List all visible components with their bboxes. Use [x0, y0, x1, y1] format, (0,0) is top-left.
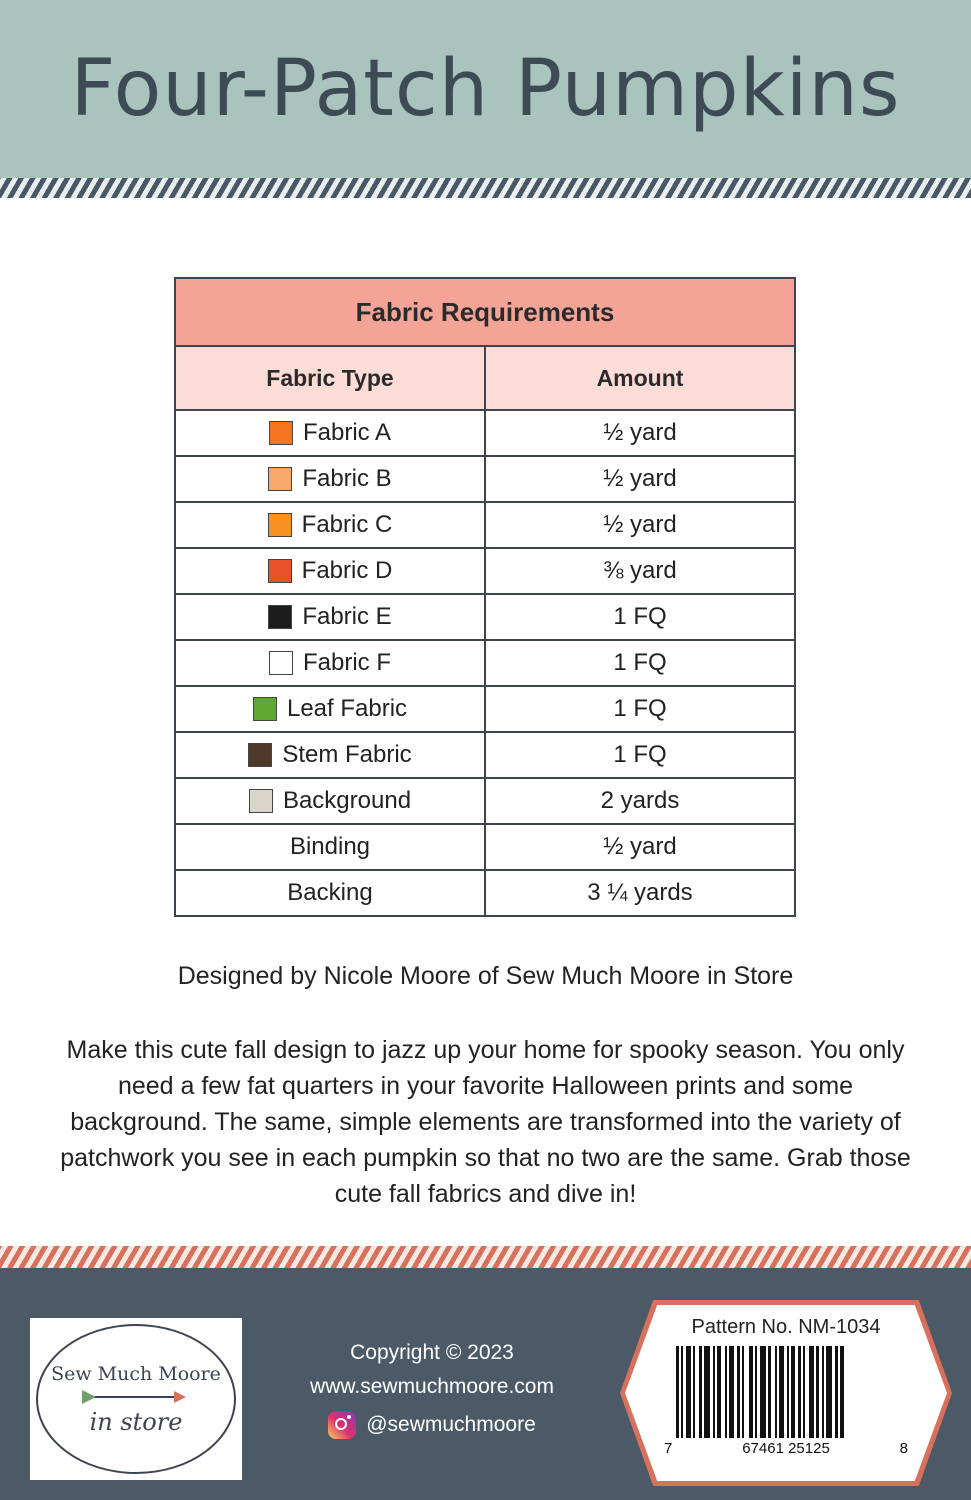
amount-label: 1 FQ [613, 649, 667, 676]
table-row [175, 686, 795, 732]
table-row [175, 456, 795, 502]
table-row [175, 732, 795, 778]
fabric-swatch-icon [268, 467, 292, 491]
fabric-type-cell [175, 778, 485, 824]
table-row [175, 870, 795, 916]
amount-label: ½ yard [603, 833, 677, 860]
footer-contact-block [262, 1336, 602, 1442]
chevron-divider-top [0, 178, 971, 198]
fabric-type-label: Background [282, 787, 412, 814]
table-title: Fabric Requirements [175, 278, 795, 346]
fabric-type-cell [175, 732, 485, 778]
fabric-type-cell [175, 640, 485, 686]
fabric-swatch-icon [248, 743, 272, 767]
amount-cell [485, 870, 795, 916]
fabric-type-cell [175, 548, 485, 594]
table-row [175, 548, 795, 594]
fabric-type-cell [175, 410, 485, 456]
table-row [175, 410, 795, 456]
logo-secondary-text: in store [89, 1407, 183, 1436]
fabric-type-cell [175, 456, 485, 502]
table-header-amount: Amount [485, 346, 795, 410]
fabric-swatch-icon [268, 605, 292, 629]
amount-cell [485, 640, 795, 686]
instagram-icon[interactable] [328, 1411, 356, 1439]
pattern-description: Make this cute fall design to jazz up your home for spooky season. You only need a few fat quarters in your favorite Halloween prints and some background. The same, simple elements are transformed into the variety of patchwork you see in each pumpkin so that no two are the same. Grab those cute fall fabrics and dive in! [60, 1036, 911, 1208]
fabric-swatch-icon [268, 559, 292, 583]
amount-label: 3 ¼ yards [587, 879, 693, 906]
brand-logo [30, 1318, 242, 1480]
designer-credit: Designed by Nicole Moore of Sew Much Moore in Store [177, 962, 794, 990]
barcode-digit-left: 7 [664, 1440, 673, 1457]
amount-label: 1 FQ [613, 695, 667, 722]
arrow-icon [76, 1390, 196, 1404]
barcode-image [676, 1346, 896, 1438]
instagram-handle[interactable]: @sewmuchmoore [366, 1413, 536, 1436]
table-row [175, 502, 795, 548]
amount-label: ½ yard [603, 511, 677, 538]
fabric-swatch-icon [253, 697, 277, 721]
amount-label: 2 yards [600, 787, 680, 814]
barcode-digit-right: 8 [899, 1440, 908, 1457]
fabric-swatch-icon [269, 421, 293, 445]
fabric-type-label: Fabric B [302, 465, 392, 492]
barcode-digits [664, 1440, 908, 1457]
amount-cell [485, 824, 795, 870]
fabric-type-cell [175, 870, 485, 916]
amount-cell [485, 410, 795, 456]
fabric-swatch-icon [268, 513, 292, 537]
barcode-panel [620, 1300, 952, 1486]
fabric-swatch-icon [269, 651, 293, 675]
pattern-number: Pattern No. NM-1034 [691, 1316, 881, 1338]
amount-cell [485, 502, 795, 548]
fabric-type-label: Leaf Fabric [286, 695, 408, 722]
amount-cell [485, 732, 795, 778]
amount-label: 1 FQ [613, 603, 667, 630]
fabric-swatch-icon [249, 789, 273, 813]
amount-label: 1 FQ [613, 741, 667, 768]
table-row [175, 640, 795, 686]
chevron-divider-bottom [0, 1246, 971, 1268]
fabric-type-label: Fabric F [302, 649, 391, 676]
amount-label: ½ yard [603, 465, 677, 492]
amount-label: ⅜ yard [603, 557, 677, 584]
website-link[interactable]: www.sewmuchmoore.com [310, 1375, 554, 1398]
fabric-type-label: Stem Fabric [282, 741, 412, 768]
page-title: Four-Patch Pumpkins [70, 44, 901, 134]
fabric-type-label: Fabric A [302, 419, 392, 446]
table-row [175, 594, 795, 640]
copyright-text: Copyright © 2023 [350, 1341, 514, 1364]
amount-cell [485, 594, 795, 640]
fabric-type-cell [175, 824, 485, 870]
fabric-type-label: Fabric C [301, 511, 393, 538]
table-row [175, 778, 795, 824]
fabric-type-cell [175, 594, 485, 640]
header-band [0, 0, 971, 178]
fabric-type-cell [175, 502, 485, 548]
amount-cell [485, 548, 795, 594]
table-header-fabric-type: Fabric Type [175, 346, 485, 410]
fabric-requirements-table [174, 277, 796, 917]
amount-label: ½ yard [603, 419, 677, 446]
fabric-type-label: Fabric D [301, 557, 393, 584]
fabric-type-label: Backing [287, 879, 373, 906]
fabric-type-label: Fabric E [302, 603, 392, 630]
fabric-type-cell [175, 686, 485, 732]
logo-primary-text: Sew Much Moore [51, 1362, 221, 1385]
barcode-digit-middle: 67461 25125 [742, 1440, 830, 1457]
amount-cell [485, 778, 795, 824]
amount-cell [485, 686, 795, 732]
amount-cell [485, 456, 795, 502]
table-row [175, 824, 795, 870]
fabric-type-label: Binding [289, 833, 371, 860]
